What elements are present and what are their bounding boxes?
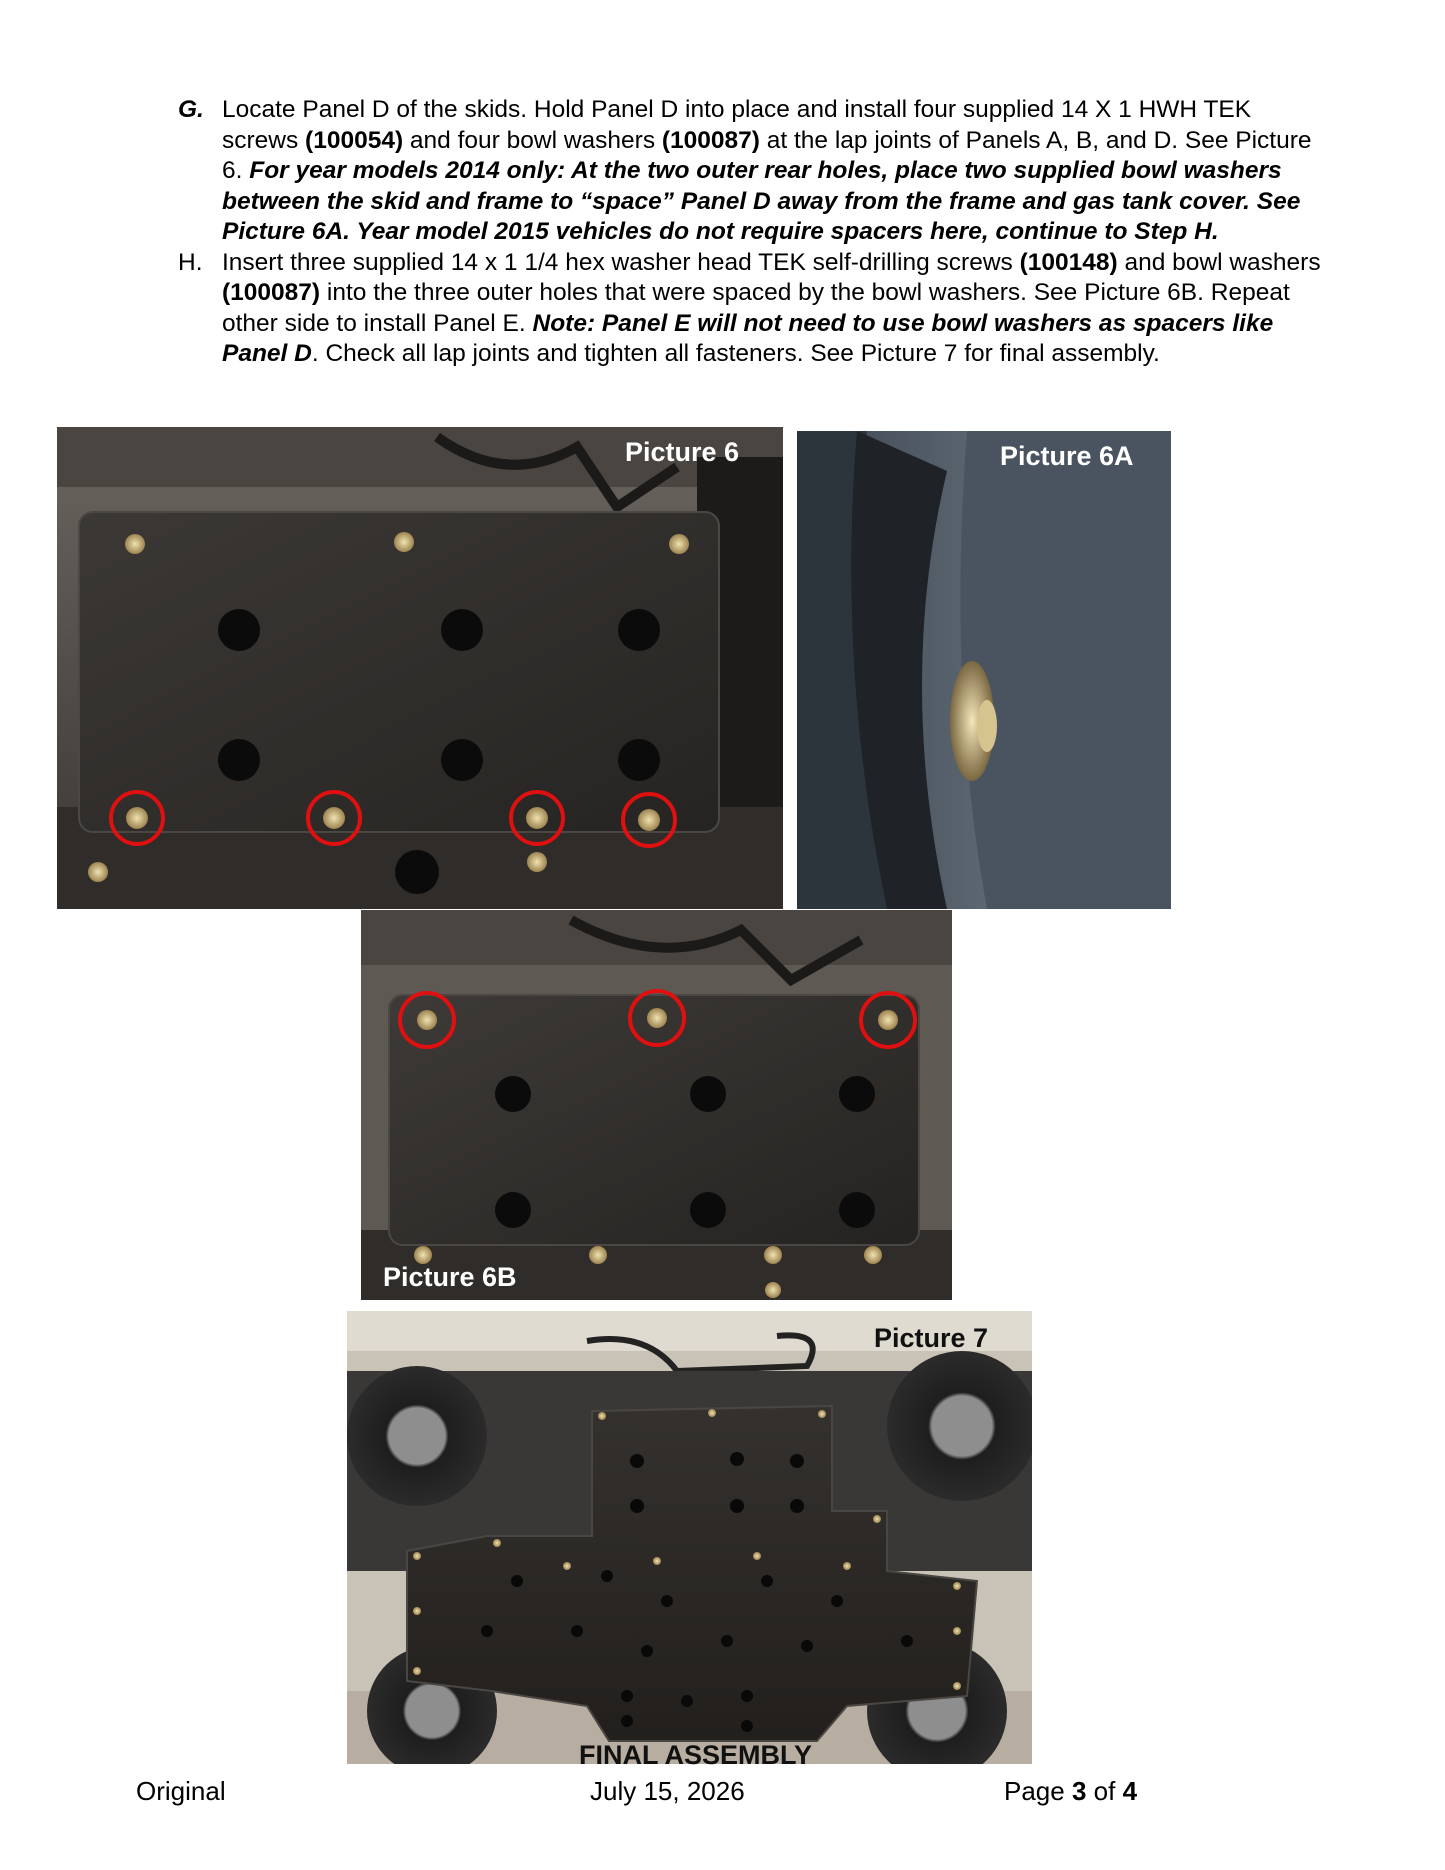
footer-page-current: 3 — [1071, 1776, 1087, 1806]
step-h-note: Note: Panel E will not need to use bowl washers as spacers like Panel D — [222, 309, 1274, 367]
footer-page-prefix: Page — [1004, 1776, 1072, 1806]
step-g-part-number-1: (100054) — [305, 126, 404, 154]
step-g-part-number-2: (100087) — [661, 126, 760, 154]
picture-6a-photo — [797, 431, 1171, 909]
step-h-text-3: into the three outer holes that were spaced by the bowl washers. See Picture 6B. Repeat other side to install Panel E. — [222, 279, 1290, 337]
instruction-steps — [178, 95, 1328, 370]
picture-6b-photo — [361, 910, 952, 1300]
step-h-text-4: . Check all lap joints and tighten all fasteners. See Picture 7 for final assembly. — [311, 340, 1160, 367]
step-g — [178, 95, 1328, 248]
final-assembly-label: FINAL ASSEMBLY — [579, 1740, 813, 1770]
footer-page-of: of — [1086, 1776, 1123, 1806]
footer-page-number — [1004, 1776, 1137, 1807]
step-h-text-2: and bowl washers — [1117, 248, 1321, 276]
picture-6b-caption: Picture 6B — [383, 1262, 517, 1292]
footer-page-total: 4 — [1122, 1776, 1138, 1806]
step-h-marker: H. — [178, 248, 203, 276]
picture-7-caption: Picture 7 — [874, 1323, 989, 1353]
picture-6a-illustration — [797, 431, 1171, 909]
picture-6-photo — [57, 427, 783, 909]
picture-6-illustration — [57, 427, 783, 909]
step-g-marker: G. — [178, 96, 204, 123]
footer-date: July 15, 2026 — [590, 1776, 745, 1806]
picture-7-illustration — [347, 1311, 1032, 1764]
step-g-text-3: at the lap joints of Panels A, B, and D. See Picture 6. — [222, 126, 1312, 184]
step-g-note: For year models 2014 only: At the two outer rear holes, place two supplied bowl washers between the skid and frame to “space” Panel D away from the frame and gas tank cover. See Picture 6A. Year model 2015 vehicles do not require spacers here, continue to Step H. — [222, 157, 1301, 245]
picture-7-photo — [347, 1311, 1032, 1764]
picture-6a-caption: Picture 6A — [1000, 441, 1134, 471]
picture-6-caption: Picture 6 — [625, 437, 740, 467]
step-h-part-number-1: (100148) — [1019, 248, 1118, 276]
step-h-text-1: Insert three supplied 14 x 1 1/4 hex washer head TEK self-drilling screws — [222, 248, 1020, 276]
footer-left: Original — [136, 1776, 226, 1806]
picture-6b-illustration — [361, 910, 952, 1300]
step-h — [178, 248, 1328, 370]
step-g-text-2: and four bowl washers — [403, 126, 662, 154]
step-h-part-number-2: (100087) — [222, 279, 321, 306]
step-g-text-1: Locate Panel D of the skids. Hold Panel D into place and install four supplied 14 X 1 HWH TEK screws — [222, 96, 1252, 154]
